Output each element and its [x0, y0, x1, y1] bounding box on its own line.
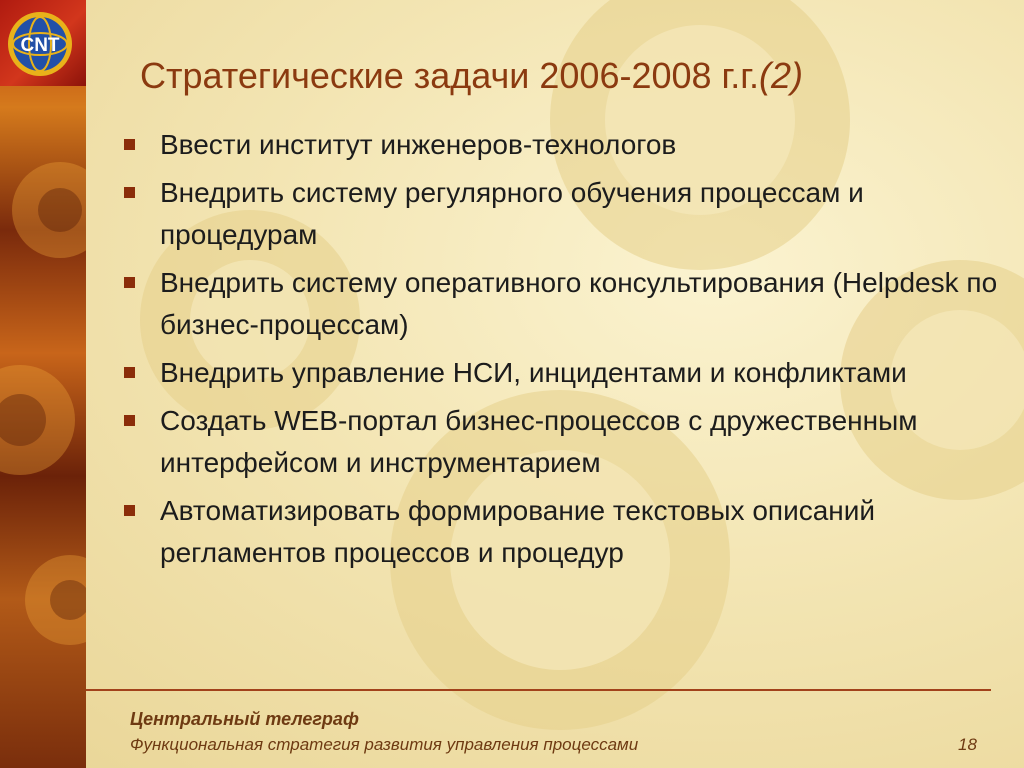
bullet-text: Внедрить систему регулярного обучения процессам и процедурам — [160, 177, 864, 250]
bullet-text: Автоматизировать формирование текстовых описаний регламентов процессов и процедур — [160, 495, 876, 568]
title-main: Стратегические задачи 2006-2008 г.г. — [140, 55, 760, 96]
bullet-item — [118, 172, 998, 256]
square-bullet-icon — [124, 505, 135, 516]
bullet-item — [118, 490, 998, 574]
title-suffix: (2) — [759, 55, 804, 96]
bullet-item — [118, 124, 998, 166]
bullet-list — [118, 124, 998, 580]
bullet-text: Ввести институт инженеров-технологов — [160, 129, 677, 160]
square-bullet-icon — [124, 187, 135, 198]
page-number: 18 — [958, 735, 977, 754]
bullet-item — [118, 400, 998, 484]
square-bullet-icon — [124, 415, 135, 426]
logo-text: CNT — [20, 35, 60, 56]
bullet-item — [118, 352, 998, 394]
square-bullet-icon — [124, 139, 135, 150]
slide-title — [140, 46, 1000, 106]
footer-organization: Центральный телеграф — [130, 709, 359, 729]
footer-subtitle: Функциональная стратегия развития управления процессами — [130, 735, 639, 754]
globe-logo-icon — [0, 0, 86, 86]
company-logo — [0, 0, 86, 86]
square-bullet-icon — [124, 277, 135, 288]
bullet-text: Создать WEB-портал бизнес-процессов с дружественным интерфейсом и инструментарием — [160, 405, 918, 478]
square-bullet-icon — [124, 367, 135, 378]
decorative-sidebar — [0, 0, 86, 768]
footer-divider — [86, 689, 991, 691]
bullet-text: Внедрить систему оперативного консультирования (Helpdesk по бизнес-процессам) — [160, 267, 998, 340]
bullet-text: Внедрить управление НСИ, инцидентами и конфликтами — [160, 357, 907, 388]
bullet-item — [118, 262, 998, 346]
sidebar-gears-decoration — [0, 0, 86, 768]
